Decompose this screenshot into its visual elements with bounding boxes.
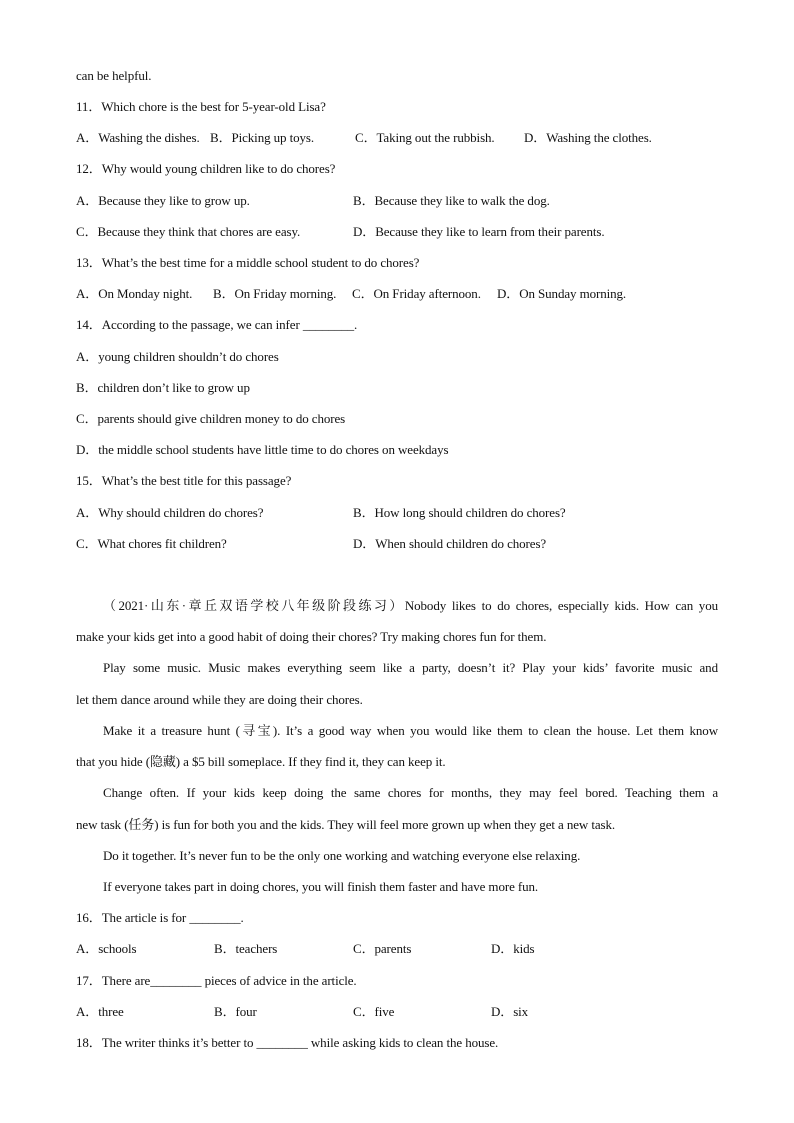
passage-p5-line1: Do it together. It’s never fun to be the only one working and watching everyone else relaxing. xyxy=(103,848,581,863)
q17-option-c[interactable]: C．five xyxy=(353,1004,395,1019)
q13-option-a[interactable]: A．On Monday night. xyxy=(76,286,193,301)
q17-option-a[interactable]: A．three xyxy=(76,1004,124,1019)
question-16-stem: 16．The article is for ________. xyxy=(76,910,244,925)
passage-p6-line1: If everyone takes part in doing chores, you will finish them faster and have more fun. xyxy=(103,879,539,894)
passage-p4-line2: new task (任务) is fun for both you and the kids. They will feel more grown up when they get a new task. xyxy=(76,817,616,832)
q15-option-c[interactable]: C．What chores fit children? xyxy=(76,536,227,551)
q12-option-d[interactable]: D．Because they like to learn from their parents. xyxy=(353,224,605,239)
q11-option-b[interactable]: B．Picking up toys. xyxy=(210,130,315,145)
q16-option-a[interactable]: A．schools xyxy=(76,941,137,956)
q13-option-b[interactable]: B．On Friday morning. xyxy=(213,286,337,301)
question-14-stem: 14．According to the passage, we can infer ________. xyxy=(76,317,358,332)
q12-option-a[interactable]: A．Because they like to grow up. xyxy=(76,193,250,208)
passage-p2-line2: let them dance around while they are doing their chores. xyxy=(76,692,363,707)
q14-option-c[interactable]: C．parents should give children money to do chores xyxy=(76,411,346,426)
q13-option-c[interactable]: C．On Friday afternoon. xyxy=(352,286,481,301)
q14-option-b[interactable]: B．children don’t like to grow up xyxy=(76,380,250,395)
q11-option-a[interactable]: A．Washing the dishes. xyxy=(76,130,200,145)
q13-option-d[interactable]: D．On Sunday morning. xyxy=(497,286,627,301)
passage-p1-line2: make your kids get into a good habit of doing their chores? Try making chores fun for them. xyxy=(76,629,547,644)
continuation-text: can be helpful. xyxy=(76,68,152,83)
q14-option-d[interactable]: D．the middle school students have little time to do chores on weekdays xyxy=(76,442,449,457)
q12-option-c[interactable]: C．Because they think that chores are easy. xyxy=(76,224,301,239)
passage-p3-line2: that you hide (隐藏) a $5 bill someplace. If they find it, they can keep it. xyxy=(76,754,446,769)
q16-option-d[interactable]: D．kids xyxy=(491,941,535,956)
question-13-stem: 13．What’s the best time for a middle school student to do chores? xyxy=(76,255,420,270)
q11-option-d[interactable]: D．Washing the clothes. xyxy=(524,130,652,145)
q12-option-b[interactable]: B．Because they like to walk the dog. xyxy=(353,193,550,208)
passage-p2-line1: Play some music. Music makes everything seem like a party, doesn’t it? Play your kids’ favorite music and xyxy=(103,660,718,675)
question-17-stem: 17．There are________ pieces of advice in the article. xyxy=(76,973,357,988)
q14-option-a[interactable]: A．young children shouldn’t do chores xyxy=(76,349,279,364)
question-15-stem: 15．What’s the best title for this passage? xyxy=(76,473,292,488)
q17-option-b[interactable]: B．four xyxy=(214,1004,257,1019)
question-11-stem: 11．Which chore is the best for 5-year-old Lisa? xyxy=(76,99,326,114)
q15-option-b[interactable]: B．How long should children do chores? xyxy=(353,505,566,520)
q16-option-c[interactable]: C．parents xyxy=(353,941,412,956)
q16-option-b[interactable]: B．teachers xyxy=(214,941,278,956)
passage-p1-line1: （2021·山东·章丘双语学校八年级阶段练习）Nobody likes to do chores, especially kids. How can you xyxy=(103,598,718,613)
q17-option-d[interactable]: D．six xyxy=(491,1004,529,1019)
q15-option-a[interactable]: A．Why should children do chores? xyxy=(76,505,264,520)
question-12-stem: 12．Why would young children like to do chores? xyxy=(76,161,336,176)
question-18-stem: 18．The writer thinks it’s better to ________ while asking kids to clean the house. xyxy=(76,1035,499,1050)
passage-p4-line1: Change often. If your kids keep doing the same chores for months, they may feel bored. Teaching them a xyxy=(103,785,718,800)
passage-p3-line1: Make it a treasure hunt (寻宝). It’s a good way when you would like them to clean the house. Let them know xyxy=(103,723,718,738)
q11-option-c[interactable]: C．Taking out the rubbish. xyxy=(355,130,495,145)
q15-option-d[interactable]: D．When should children do chores? xyxy=(353,536,547,551)
